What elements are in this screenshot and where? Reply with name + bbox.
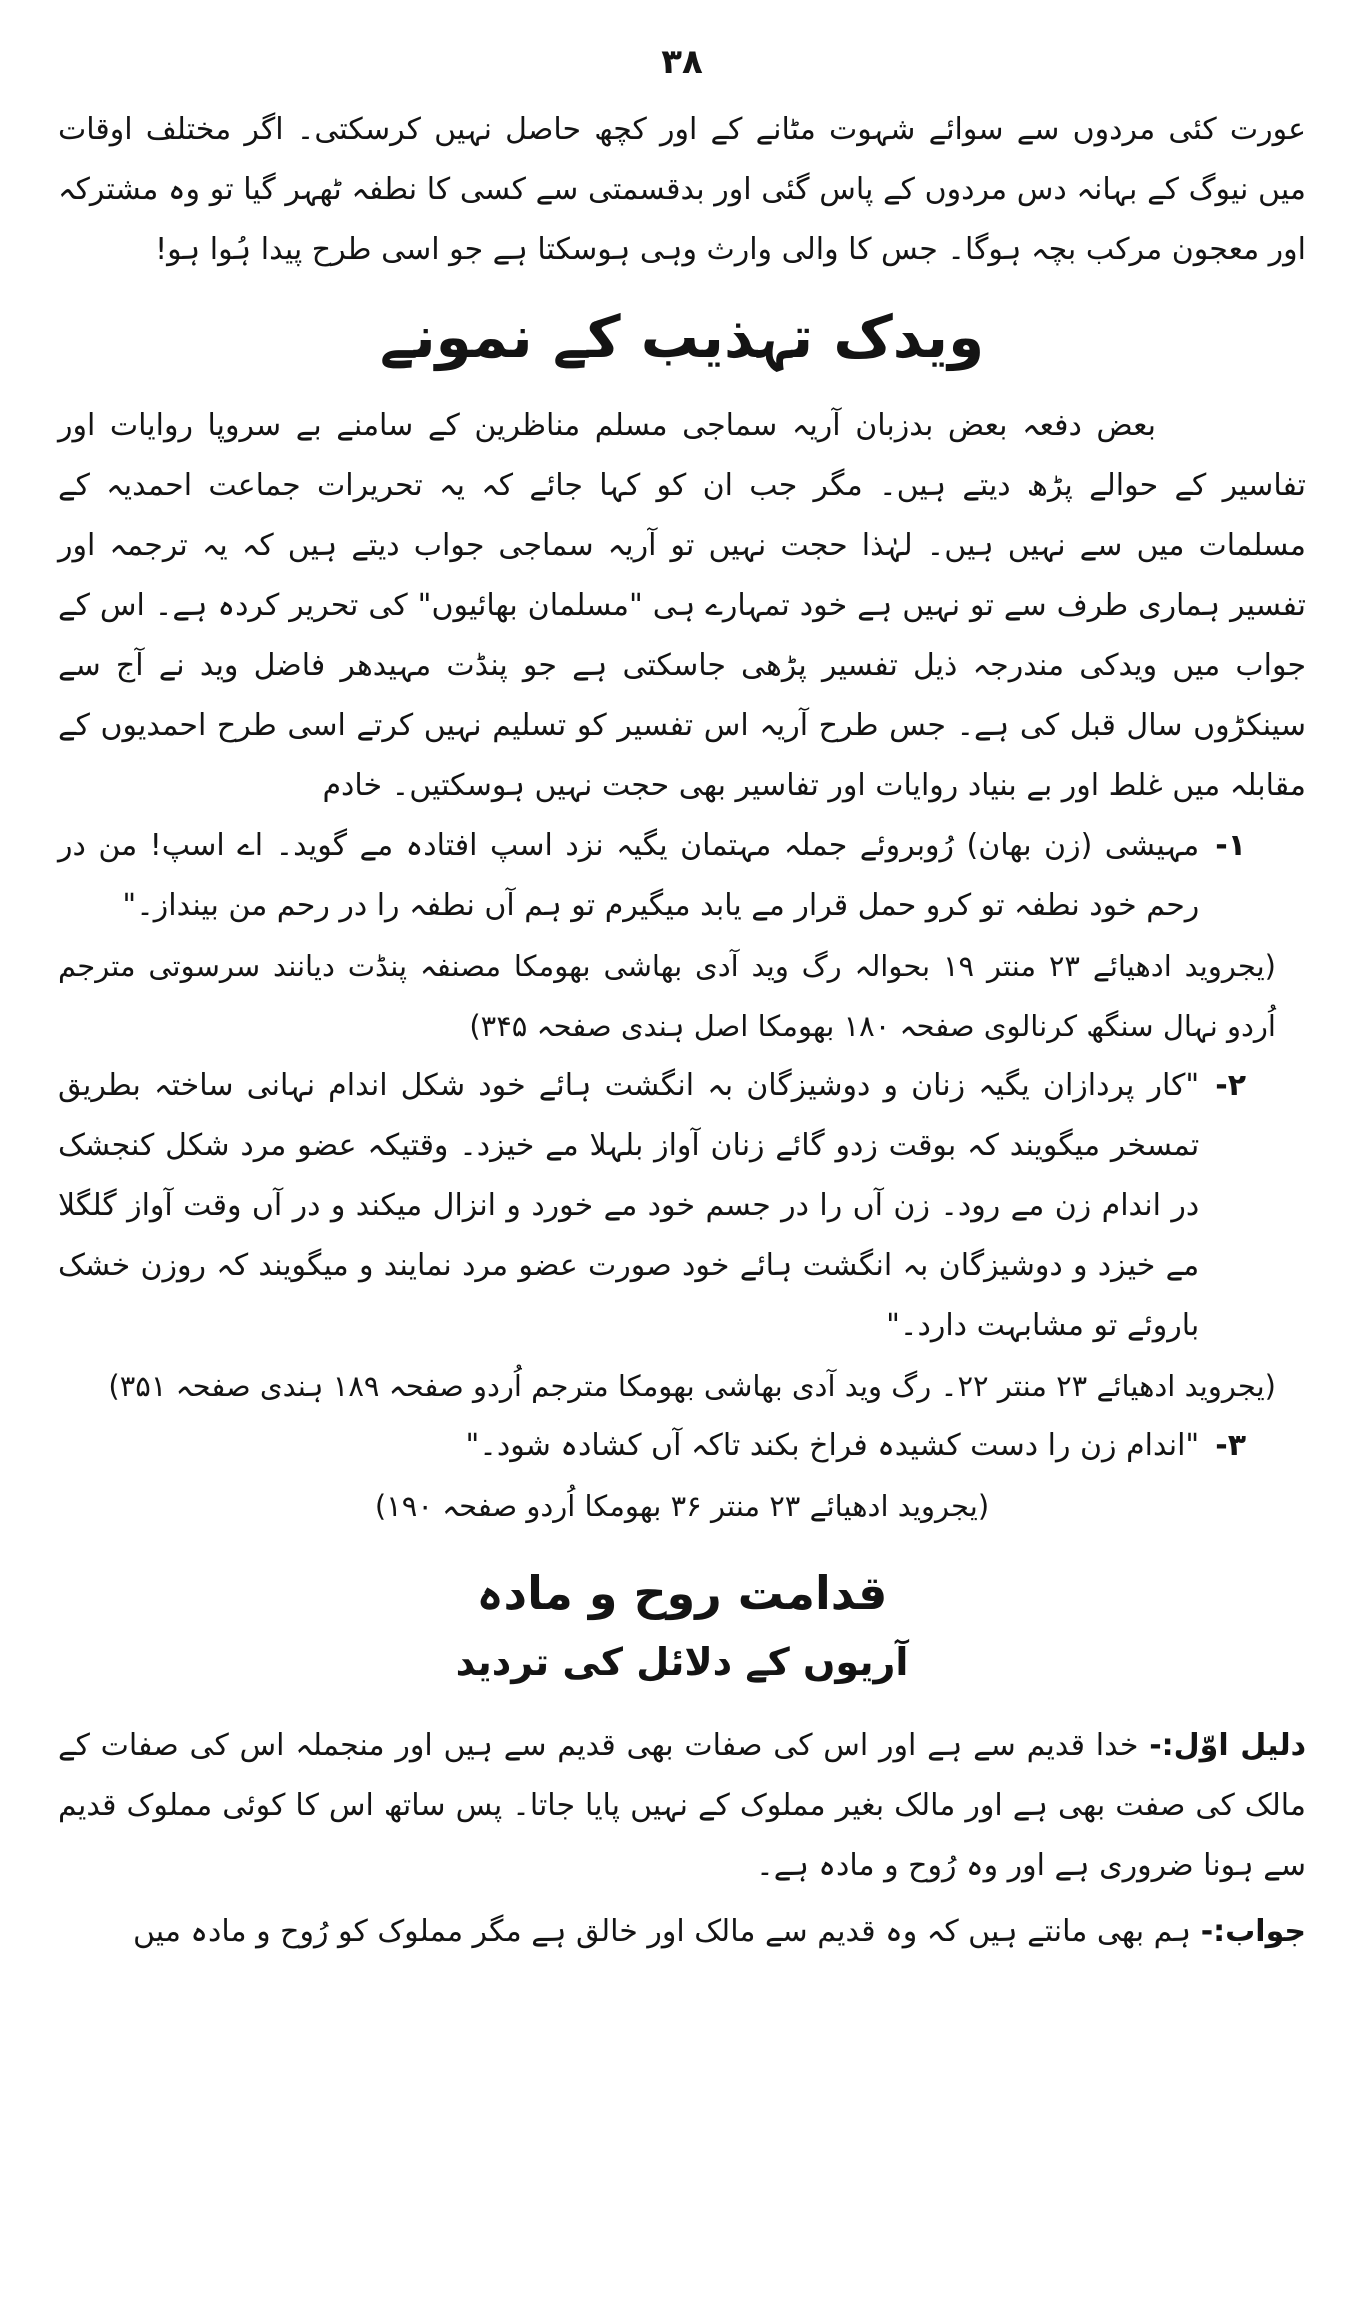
first-argument-text: خدا قدیم سے ہے اور اس کی صفات بھی قدیم سے ہیں اور منجملہ اس کی صفات کے مالک کی صفت بھی ہے اور مالک بغیر مملوک کے نہیں پایا جاتا۔ پس ساتھ اس کا کوئی مملوک قدیم سے ہونا ضروری ہے اور وہ رُوح و مادہ ہے۔ — [58, 1728, 1306, 1883]
section-subheading-refutation: آریوں کے دلائل کی تردید — [455, 1640, 909, 1684]
list-item — [58, 1416, 1306, 1536]
item-citation: (یجروید ادھیائے ۲۳ منتر ۱۹ بحوالہ رگ وید آدی بھاشی بھومکا مصنفہ پنڈت دیانند سرسوتی مترجم اُردو نہال سنگھ کرنالوی صفحہ ۱۸۰ بھومکا اصل ہندی صفحہ ۳۴۵) — [58, 949, 1276, 1043]
opening-paragraph: عورت کئی مردوں سے سوائے شہوت مٹانے کے اور کچھ حاصل نہیں کرسکتی۔ اگر مختلف اوقات میں نیوگ کے بہانہ دس مردوں کے پاس گئی اور بدقسمتی سے کسی کا نطفہ ٹھہر گیا تو وہ مشترکہ اور معجون مرکب بچہ ہوگا۔ جس کا والی وارث وہی ہوسکتا ہے جو اسی طرح پیدا ہُوا ہو! — [58, 112, 1306, 267]
list-item — [58, 1056, 1306, 1416]
page-number: ۳۸ — [661, 42, 703, 82]
item-citation: (یجروید ادھیائے ۲۳ منتر ۳۶ بھومکا اُردو صفحہ ۱۹۰) — [374, 1489, 990, 1523]
first-argument-label: دلیل اوّل:- — [1149, 1728, 1306, 1763]
item-citation: (یجروید ادھیائے ۲۳ منتر ۲۲۔ رگ وید آدی بھاشی بھومکا مترجم اُردو صفحہ ۱۸۹ ہندی صفحہ ۳۵۱) — [108, 1369, 1276, 1403]
item-quote: "اندام زن را دست کشیدہ فراخ بکند تاکہ آں کشادہ شود۔" — [465, 1428, 1200, 1463]
section-heading-eternity-of-soul-and-matter: قدامت روح و مادہ — [476, 1566, 888, 1620]
answer-text: ہم بھی مانتے ہیں کہ وہ قدیم سے مالک اور خالق ہے مگر مملوک کو رُوح و مادہ میں — [132, 1914, 1192, 1949]
item-number: ۱- — [1215, 828, 1246, 863]
quoted-items-list — [58, 816, 1306, 1536]
item-number: ۳- — [1215, 1428, 1246, 1463]
answer-label: جواب:- — [1200, 1914, 1306, 1949]
item-quote: "کار پردازان یگیہ زنان و دوشیزگان بہ انگشت ہائے خود شکل اندام نہانی ساختہ بطریق تمسخر میگویند کہ بوقت زدو گائے زنان آواز بلہلا مے خیزد۔ وقتیکہ عضو مرد شکل کنجشک در اندام زن مے رود۔ زن آں را در جسم خود مے خورد و انزال میکند و در آں وقت آواز گلگلا مے خیزد و دوشیزگان بہ انگشت ہائے خود صورت عضو مرد نمایند و میگویند کہ روزن خشک باروئے تو مشابہت دارد۔" — [58, 1068, 1200, 1343]
section-heading-vedic-civilization: ویدک تہذیب کے نمونے — [379, 303, 985, 371]
item-quote: مہیشی (زن بھان) رُوبروئے جملہ مہتمان یگیہ نزد اسپ افتادہ مے گوید۔ اے اسپ! من در رحم خود نطفہ تو کرو حمل قرار مے یابد میگیرم تو ہم آں نطفہ را در رحم من بینداز۔" — [58, 828, 1200, 923]
list-item — [58, 816, 1306, 1056]
first-argument-paragraph — [58, 1716, 1306, 1896]
intro-paragraph: بعض دفعہ بعض بدزبان آریہ سماجی مسلم مناظرین کے سامنے بے سروپا روایات اور تفاسیر کے حوالے پڑھ دیتے ہیں۔ مگر جب ان کو کہا جائے کہ یہ تحریرات جماعت احمدیہ کے مسلمات میں سے نہیں ہیں۔ لہٰذا حجت نہیں تو آریہ سماجی جواب دیتے ہیں کہ یہ ترجمہ اور تفسیر ہماری طرف سے تو نہیں ہے خود تمہارے ہی "مسلمان بھائیوں" کی تحریر کردہ ہے۔ اس کے جواب میں ویدکی مندرجہ ذیل تفسیر پڑھی جاسکتی ہے جو پنڈت مہیدھر فاضل وید نے آج سے سینکڑوں سال قبل کی ہے۔ جس طرح آریہ اس تفسیر کو تسلیم نہیں کرتے اسی طرح احمدیوں کے مقابلہ میں غلط اور بے بنیاد روایات اور تفاسیر بھی حجت نہیں ہوسکتیں۔ خادم — [58, 408, 1306, 803]
item-number: ۲- — [1215, 1068, 1246, 1103]
answer-paragraph — [58, 1902, 1306, 1962]
